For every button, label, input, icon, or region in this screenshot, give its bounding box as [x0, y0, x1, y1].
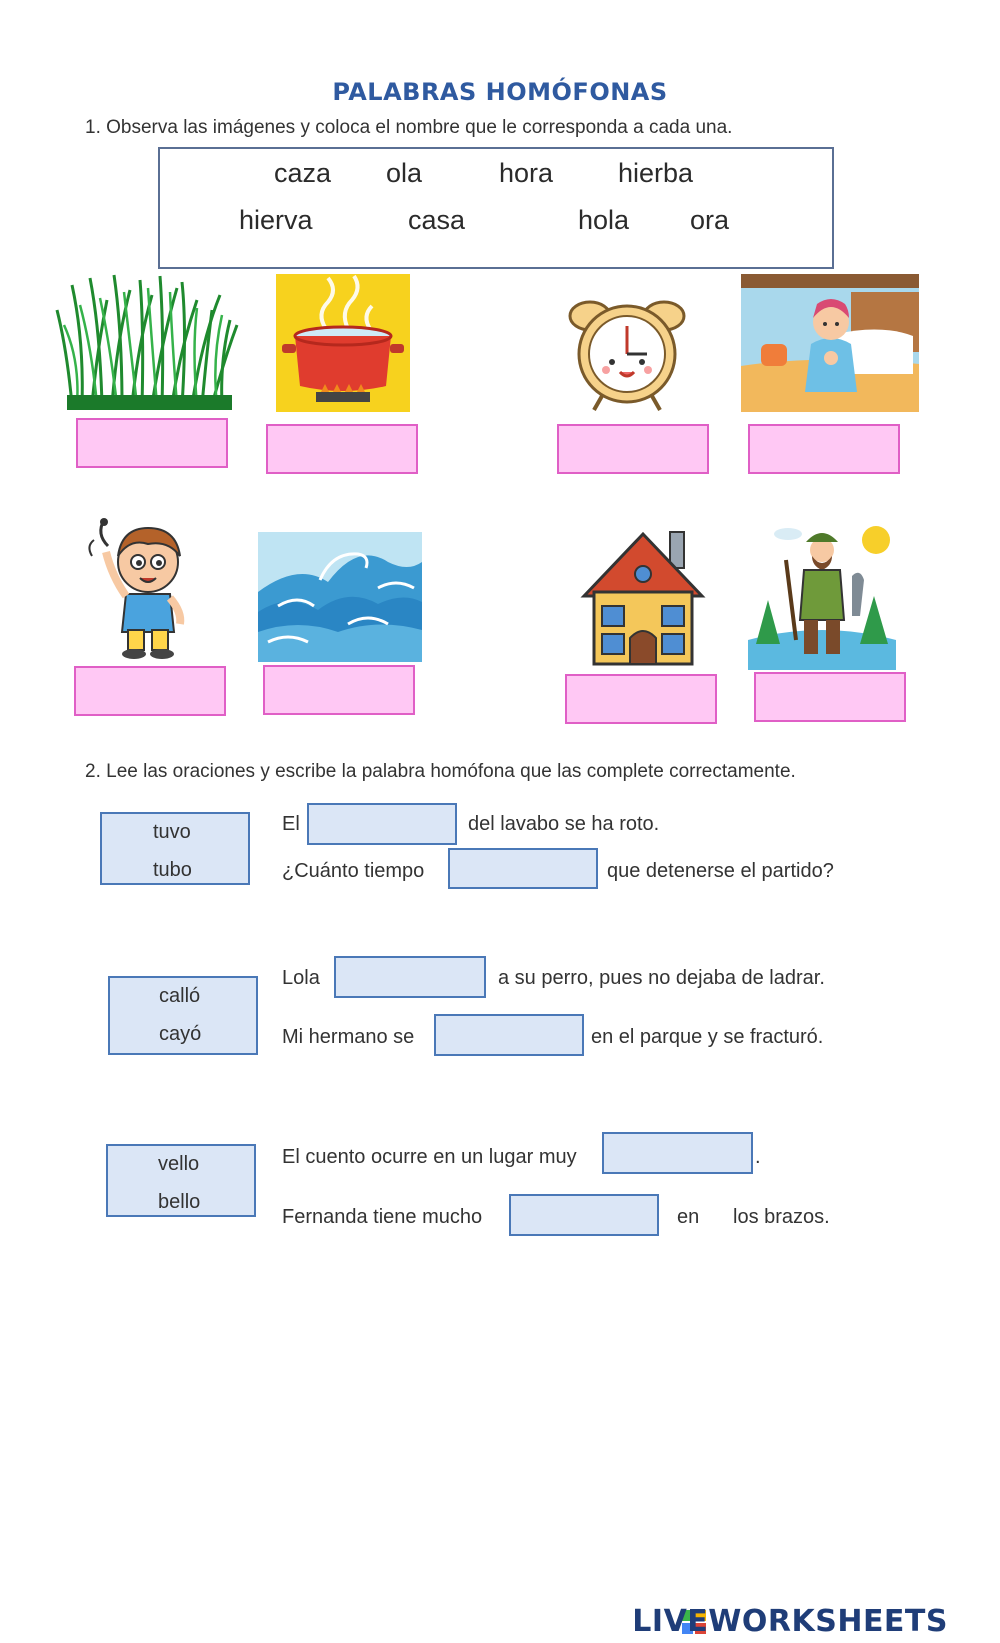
option-word: cayó [159, 1023, 202, 1045]
option-word: tuvo [153, 821, 191, 843]
sentence-start: Lola [282, 967, 320, 989]
sentence-end: los brazos. [733, 1206, 830, 1228]
word-bank-item[interactable]: ola [386, 158, 423, 188]
word-bank-item[interactable]: ora [690, 205, 730, 235]
sentence-end: que detenerse el partido? [607, 860, 834, 882]
answer-box-boy[interactable] [74, 666, 226, 716]
answer-field[interactable] [334, 956, 486, 998]
word-bank-item[interactable]: hierva [239, 205, 313, 235]
hunter-image [748, 520, 896, 670]
wave-image [258, 532, 422, 662]
sentence-end: a su perro, pues no dejaba de ladrar. [498, 967, 825, 989]
word-bank-item[interactable]: hierba [618, 158, 694, 188]
answer-field[interactable] [602, 1132, 753, 1174]
answer-field[interactable] [434, 1014, 584, 1056]
answer-box-house[interactable] [565, 674, 717, 724]
answer-box-clock[interactable] [557, 424, 709, 474]
sentence-start: El [282, 813, 300, 835]
answer-box-pot[interactable] [266, 424, 418, 474]
sentence-start: El cuento ocurre en un lugar muy [282, 1146, 577, 1168]
girl-praying-image [741, 274, 919, 412]
answer-field[interactable] [448, 848, 598, 889]
sentence-end: en [677, 1206, 700, 1228]
word-bank-item[interactable]: hola [578, 205, 630, 235]
word-bank-item[interactable]: casa [408, 205, 466, 235]
grass-image [52, 270, 242, 410]
option-word: vello [158, 1153, 200, 1175]
sentence-start: ¿Cuánto tiempo [282, 860, 425, 882]
page-title: PALABRAS HOMÓFONAS [332, 78, 668, 106]
sentence-start: Fernanda tiene mucho [282, 1206, 483, 1228]
answer-box-hunter[interactable] [754, 672, 906, 722]
sentence-start: Mi hermano se [282, 1026, 415, 1048]
sentence-end: en el parque y se fracturó. [591, 1026, 824, 1048]
answer-box-girl[interactable] [748, 424, 900, 474]
answer-box-wave[interactable] [263, 665, 415, 715]
sentence-end: . [755, 1146, 761, 1168]
section2-instruction: 2. Lee las oraciones y escribe la palabra homófona que las complete correctamente. [85, 761, 796, 782]
house-image [578, 526, 708, 670]
liveworksheets-brand: LIVEWORKSHEETS [632, 1604, 948, 1639]
boiling-pot-image [276, 274, 410, 412]
option-word: tubo [153, 859, 192, 881]
answer-field[interactable] [307, 803, 457, 845]
word-bank-item[interactable]: hora [499, 158, 554, 188]
answer-box-grass[interactable] [76, 418, 228, 468]
option-word: bello [158, 1191, 201, 1213]
sentence-end: del lavabo se ha roto. [468, 813, 660, 835]
answer-field[interactable] [509, 1194, 659, 1236]
boy-waving-image [82, 516, 202, 660]
word-bank-item[interactable]: caza [274, 158, 332, 188]
alarm-clock-image [562, 294, 692, 414]
option-word: calló [159, 985, 201, 1007]
section1-instruction: 1. Observa las imágenes y coloca el nombre que le corresponda a cada una. [85, 117, 733, 138]
